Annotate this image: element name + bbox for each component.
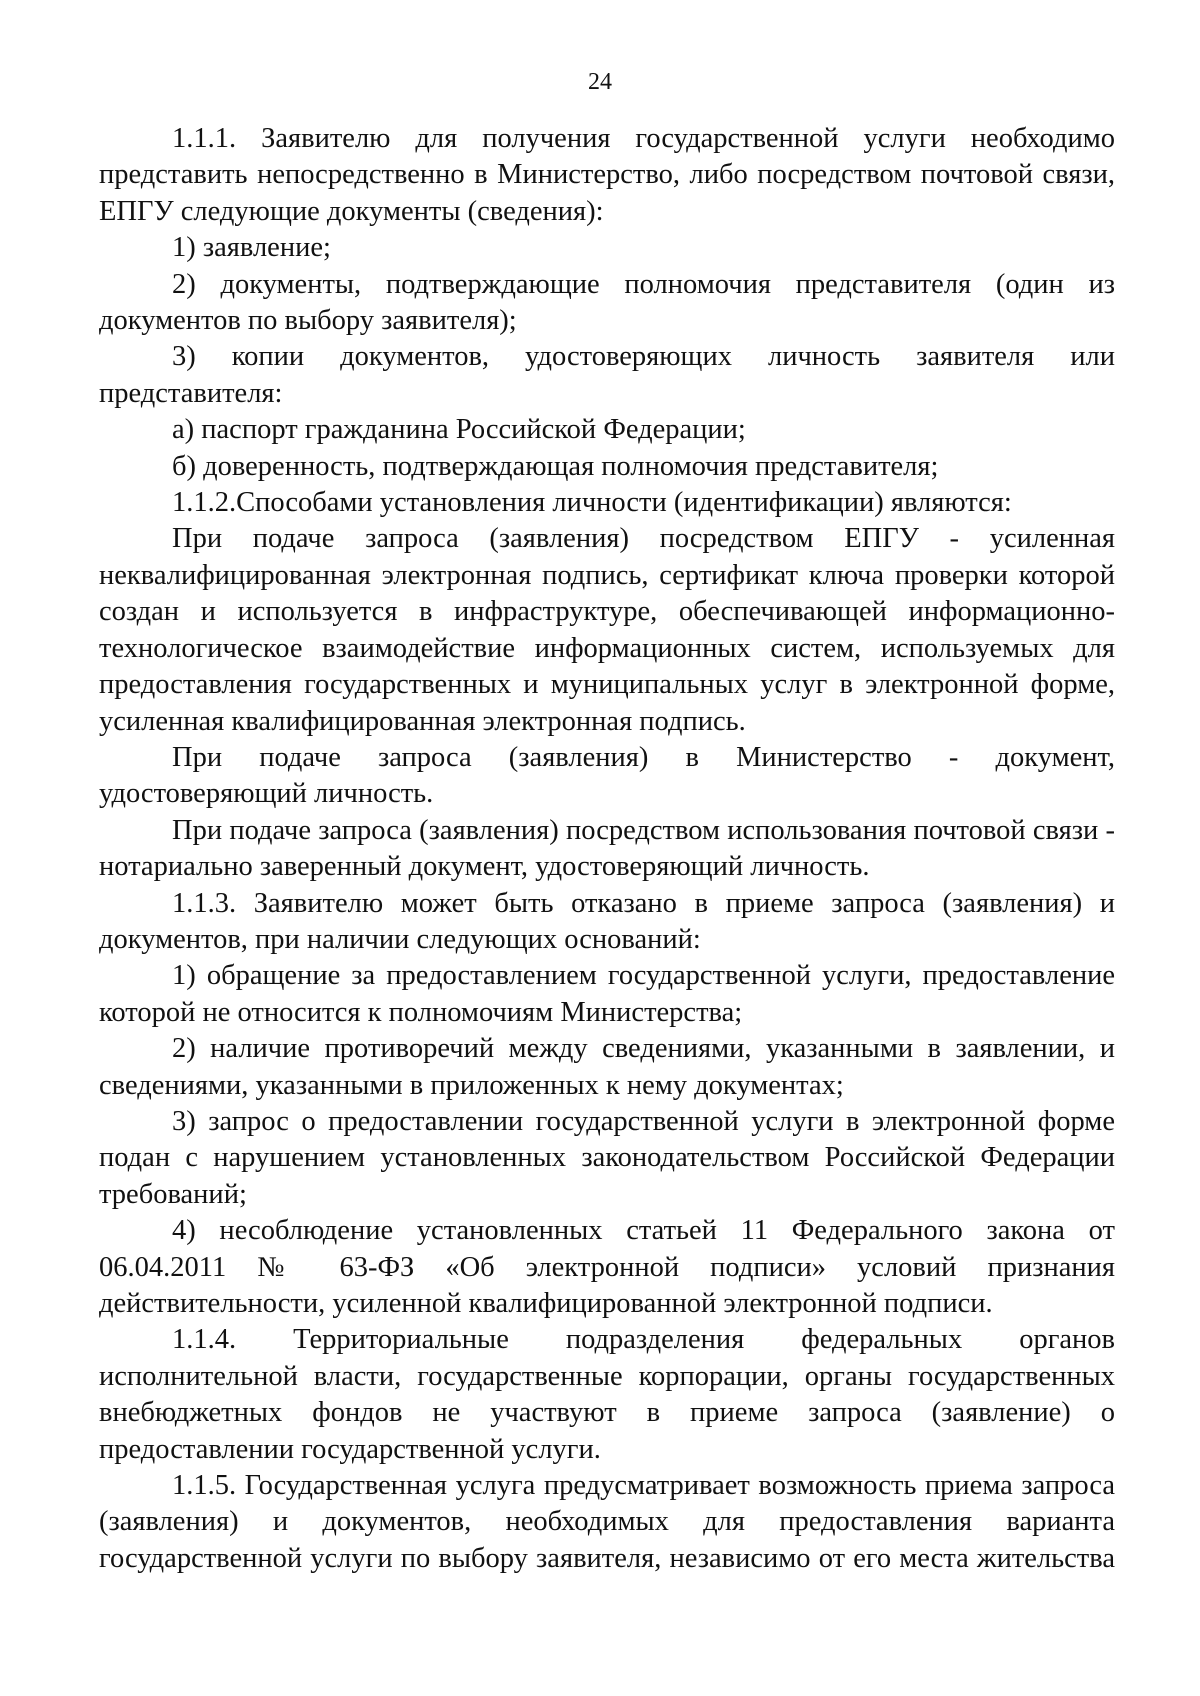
refusal-reason-4: 4) несоблюдение установленных статьей 11 Федерального закона от 06.04.2011 № 63-ФЗ «Об электронной подписи» условий признания действительности, усиленной квалифицированной электронной подписи. — [99, 1215, 1115, 1319]
paragraph-epgu-signature: При подаче запроса (заявления) посредством ЕПГУ - усиленная неквалифицированная электронная подпись, сертификат ключа проверки которой создан и используется в инфраструктуре, обеспечивающей информационно-технологическое взаимодействие информационных систем, используемых для предоставления государственных и муниципальных услуг в электронной форме, усиленная квалифицированная электронная подпись. — [99, 523, 1115, 737]
paragraph-1-1-4: 1.1.4. Территориальные подразделения федеральных органов исполнительной власти, государственные корпорации, органы государственных внебюджетных фондов не участвуют в приеме запроса (заявление) о предоставлении государственной услуги. — [99, 1324, 1115, 1465]
paragraph-1-1-2: 1.1.2.Способами установления личности (идентификации) являются: — [172, 487, 1012, 519]
list-item-identity-copies: 3) копии документов, удостоверяющих личность заявителя или представителя: — [99, 341, 1115, 409]
refusal-reason-1: 1) обращение за предоставлением государственной услуги, предоставление которой не относится к полномочиям Министерства; — [99, 960, 1115, 1028]
paragraph-ministry-identity: При подаче запроса (заявления) в Министерство - документ, удостоверяющий личность. — [99, 741, 1115, 810]
paragraph-1-1-5: 1.1.5. Государственная услуга предусматривает возможность приема запроса (заявления) и документов, необходимых для предоставления варианта государственной услуги по выбору заявителя, независимо от его места жительства — [99, 1470, 1115, 1574]
paragraph-1-1-3: 1.1.3. Заявителю может быть отказано в приеме запроса (заявления) и документов, при наличии следующих оснований: — [99, 887, 1115, 955]
refusal-reason-2: 2) наличие противоречий между сведениями, указанными в заявлении, и сведениями, указанными в приложенных к нему документах; — [99, 1033, 1115, 1101]
document-body — [99, 121, 1115, 1577]
paragraph-postal-identity: При подаче запроса (заявления) посредством использования почтовой связи - нотариально заверенный документ, удостоверяющий личность. — [99, 814, 1115, 883]
paragraph-1-1-1: 1.1.1. Заявителю для получения государственной услуги необходимо представить непосредственно в Министерство, либо посредством почтовой связи, ЕПГУ следующие документы (сведения): — [99, 123, 1115, 227]
list-item-application: 1) заявление; — [172, 232, 331, 264]
list-item-representative-documents: 2) документы, подтверждающие полномочия представителя (один из документов по выбору заявителя); — [99, 268, 1115, 337]
refusal-reason-3: 3) запрос о предоставлении государственной услуги в электронной форме подан с нарушением установленных законодательством Российской Федерации требований; — [99, 1105, 1115, 1210]
list-item-passport: а) паспорт гражданина Российской Федерации; — [172, 414, 746, 446]
list-item-power-of-attorney: б) доверенность, подтверждающая полномочия представителя; — [172, 450, 939, 482]
page-number: 24 — [588, 69, 612, 95]
